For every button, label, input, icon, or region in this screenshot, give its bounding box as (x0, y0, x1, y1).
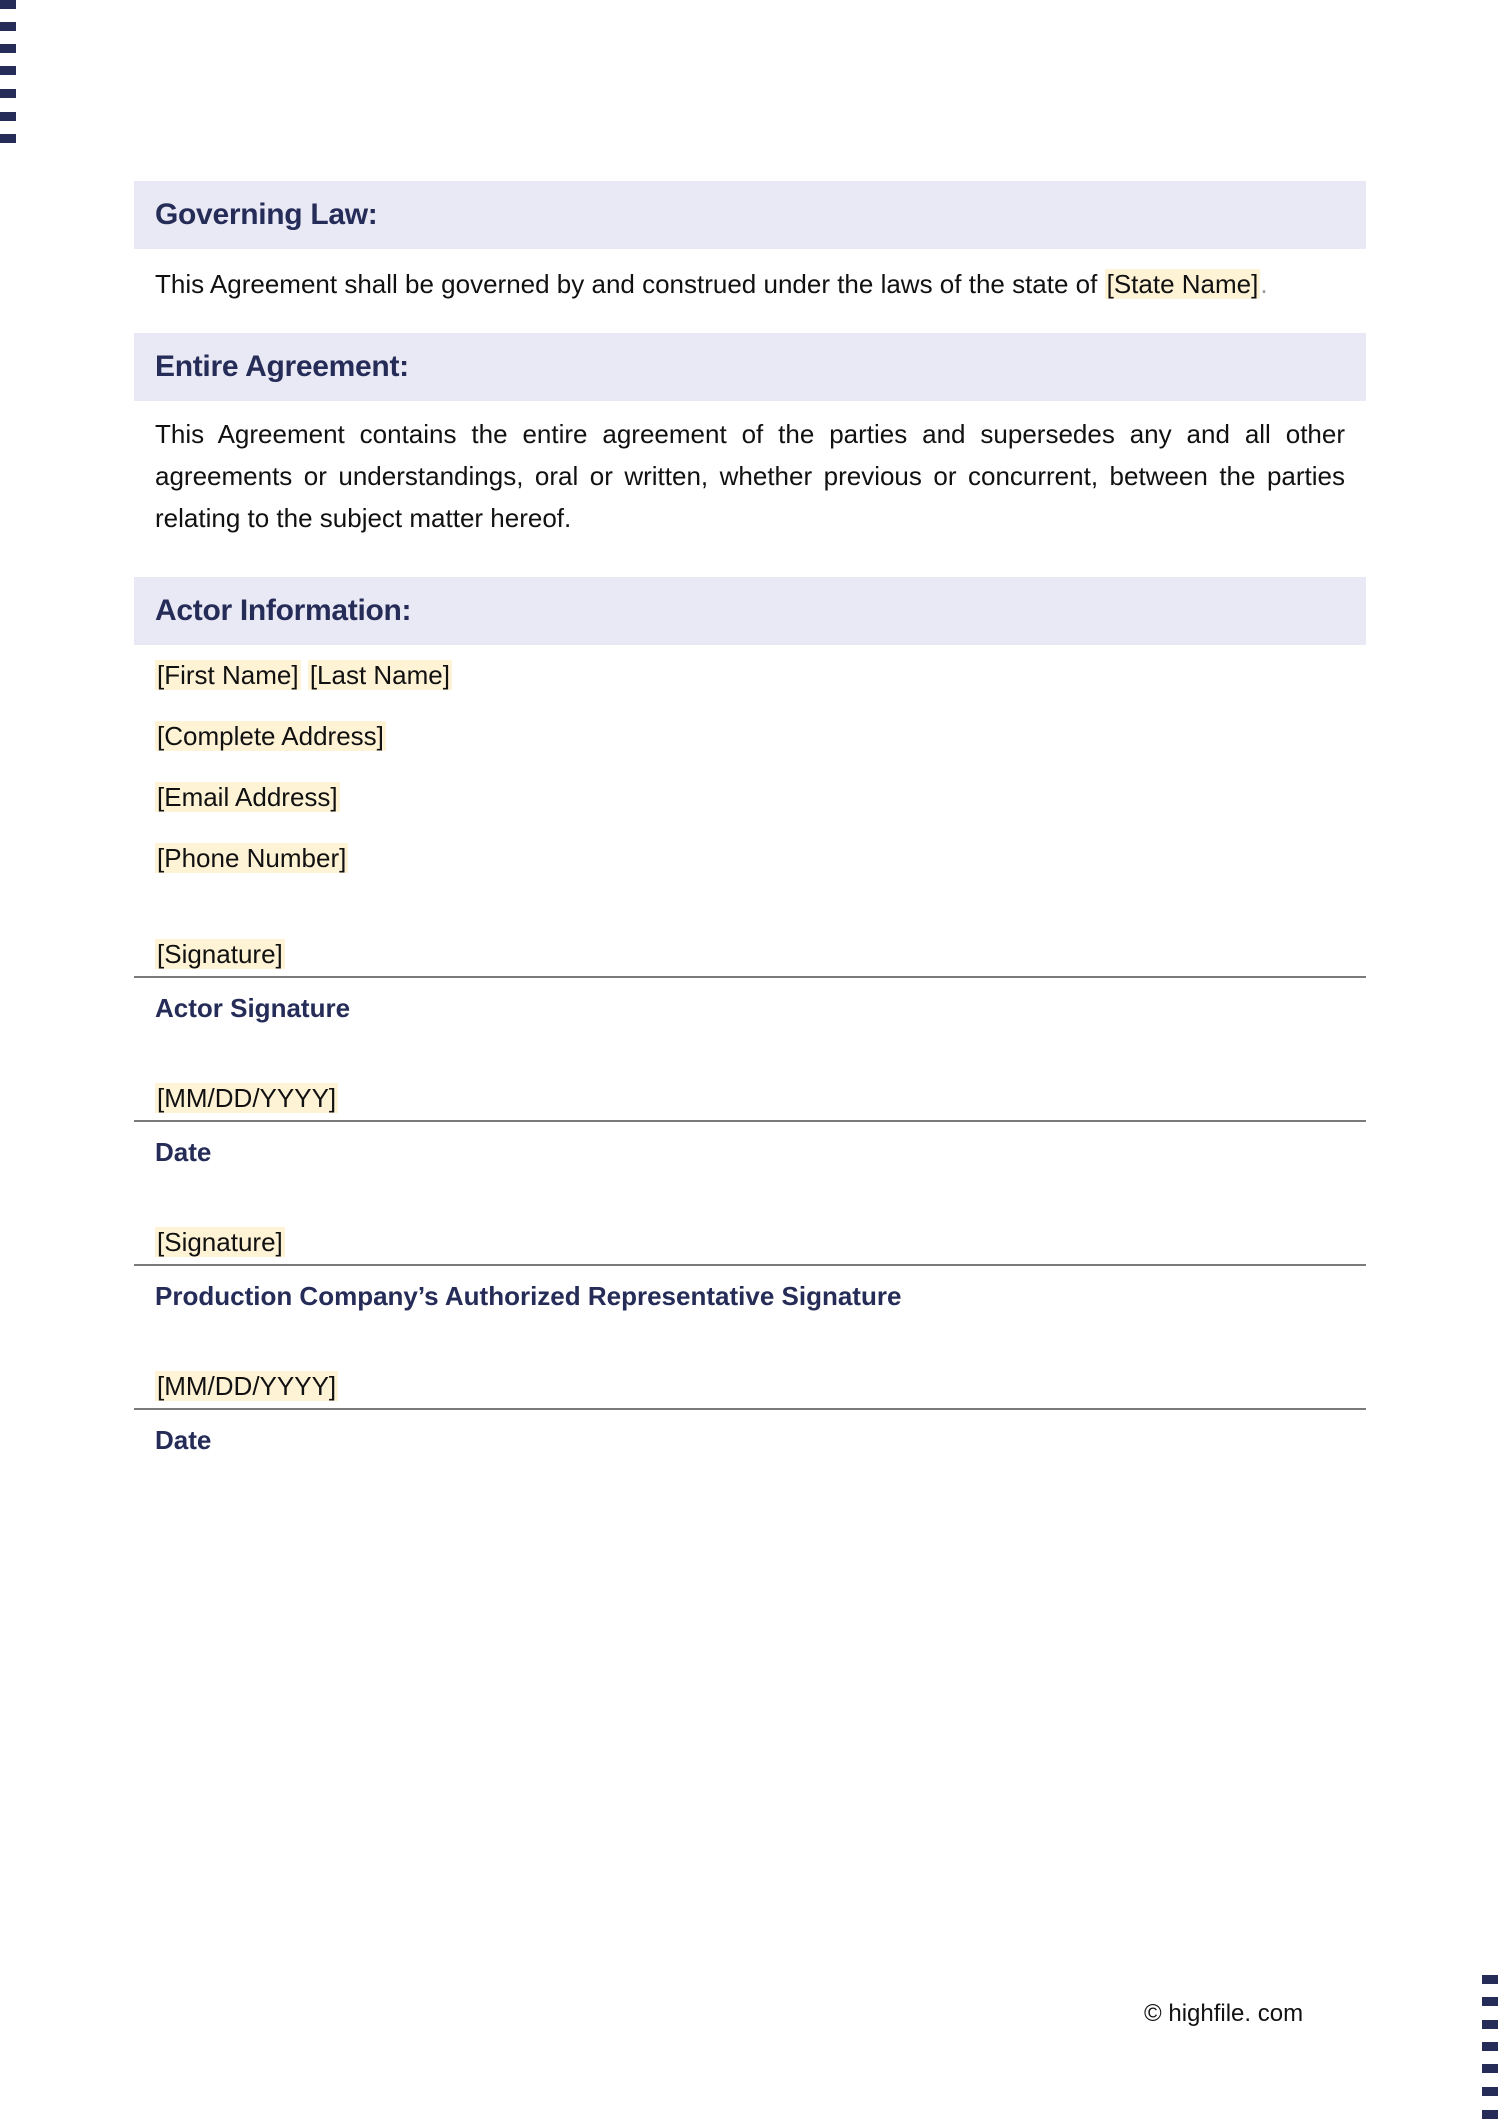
actor-signature-label: Actor Signature (155, 993, 351, 1023)
last-name-placeholder[interactable]: [Last Name] (309, 660, 450, 690)
date-rule (134, 1408, 1366, 1410)
date-value-line (134, 1080, 1366, 1116)
date-value-line (134, 1368, 1366, 1404)
decor-bar (0, 22, 16, 31)
entire-agreement-text: This Agreement contains the entire agreement of the parties and supersedes any and all other agreements or understandings, oral or written, whether previous or concurrent, between the parties relating to the subject matter hereof. (155, 419, 1345, 533)
decor-bar (1482, 2110, 1498, 2119)
section-title: Actor Information: (155, 594, 412, 627)
section-header-governing-law (134, 181, 1366, 249)
decor-bar (0, 66, 16, 75)
section-title: Governing Law: (155, 198, 378, 231)
company-signature-placeholder[interactable]: [Signature] (157, 1227, 283, 1257)
decor-bar (1482, 2020, 1498, 2029)
decor-bar (0, 134, 16, 143)
decor-bar (1482, 2087, 1498, 2096)
company-date-placeholder[interactable]: [MM/DD/YYYY] (157, 1371, 337, 1401)
decor-bar (1482, 2064, 1498, 2073)
signature-value-line (134, 936, 1366, 972)
actor-date-label: Date (155, 1137, 212, 1167)
state-name-placeholder[interactable]: [State Name] (1106, 269, 1259, 299)
signature-value-line (134, 1224, 1366, 1260)
actor-signature-placeholder[interactable]: [Signature] (157, 939, 283, 969)
decor-bar (0, 112, 16, 121)
decor-bar (1482, 1975, 1498, 1984)
decor-bar (1482, 2042, 1498, 2051)
signature-rule (134, 976, 1366, 978)
governing-law-text: This Agreement shall be governed by and construed under the laws of the state of [State Name]. (155, 269, 1268, 299)
signature-rule (134, 1264, 1366, 1266)
first-name-placeholder[interactable]: [First Name] (157, 660, 299, 690)
company-date-block (134, 1368, 1366, 1456)
section-title: Entire Agreement: (155, 350, 409, 383)
footer-copyright: © highfile. com (1144, 2000, 1304, 2027)
document-page (134, 181, 1366, 1456)
company-signature-block (134, 1224, 1366, 1312)
actor-email-line (134, 779, 1366, 815)
section-header-entire-agreement (134, 333, 1366, 401)
section-header-actor-information (134, 577, 1366, 645)
decor-bar (1482, 1997, 1498, 2006)
address-placeholder[interactable]: [Complete Address] (157, 721, 384, 751)
decor-bar (0, 89, 16, 98)
actor-address-line (134, 718, 1366, 754)
company-signature-label: Production Company’s Authorized Representative Signature (155, 1281, 902, 1311)
phone-placeholder[interactable]: [Phone Number] (157, 843, 347, 873)
actor-name-line (134, 657, 1366, 693)
date-rule (134, 1120, 1366, 1122)
email-placeholder[interactable]: [Email Address] (157, 782, 338, 812)
actor-signature-block (134, 936, 1366, 1024)
actor-phone-line (134, 840, 1366, 876)
decor-bar (0, 44, 16, 53)
actor-date-placeholder[interactable]: [MM/DD/YYYY] (157, 1083, 337, 1113)
actor-date-block (134, 1080, 1366, 1168)
decor-bar (0, 0, 16, 9)
company-date-label: Date (155, 1425, 212, 1455)
